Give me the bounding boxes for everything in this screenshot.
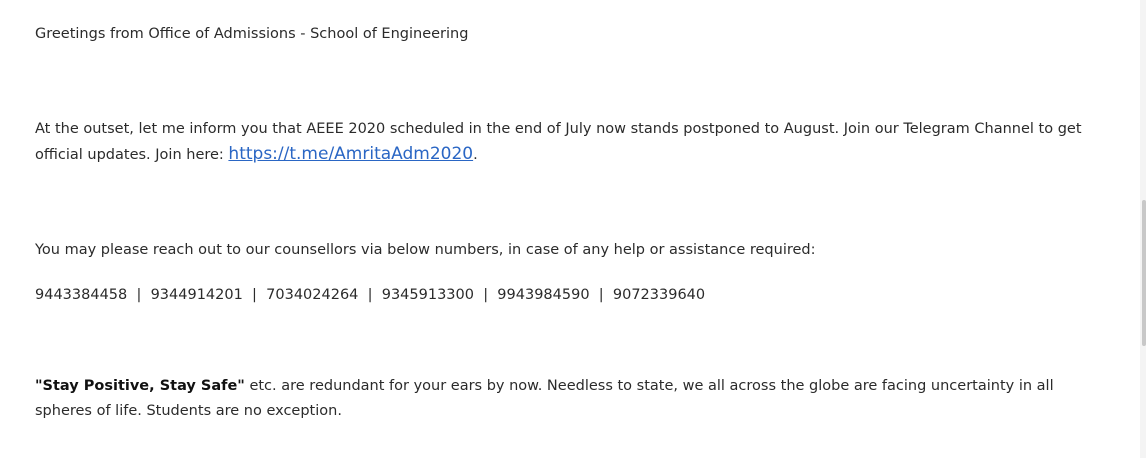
- postponement-paragraph: [35, 117, 1115, 168]
- stay-safe-text: etc. are redundant for your ears by now. Needless to state, we all across the globe are facing uncertainty in all spheres of life. Students are no exception.: [35, 378, 1054, 419]
- stay-safe-paragraph: [35, 374, 1115, 424]
- scrollbar-thumb[interactable]: [1142, 200, 1146, 346]
- stay-safe-bold: "Stay Positive, Stay Safe": [35, 378, 245, 394]
- postponement-end: .: [473, 147, 478, 163]
- phone-numbers: 9443384458 | 9344914201 | 7034024264 | 9345913300 | 9943984590 | 9072339640: [35, 287, 706, 303]
- vertical-scrollbar[interactable]: [1140, 0, 1146, 458]
- counsellor-paragraph: You may please reach out to our counsellors via below numbers, in case of any help or assistance required:: [35, 242, 816, 258]
- postponement-text: At the outset, let me inform you that AEEE 2020 scheduled in the end of July now stands postponed to August. Join our Telegram Channel to get official updates. Join here:: [35, 121, 1082, 163]
- telegram-link[interactable]: https://t.me/AmritaAdm2020: [228, 144, 474, 164]
- greeting-line: Greetings from Office of Admissions - School of Engineering: [35, 26, 469, 42]
